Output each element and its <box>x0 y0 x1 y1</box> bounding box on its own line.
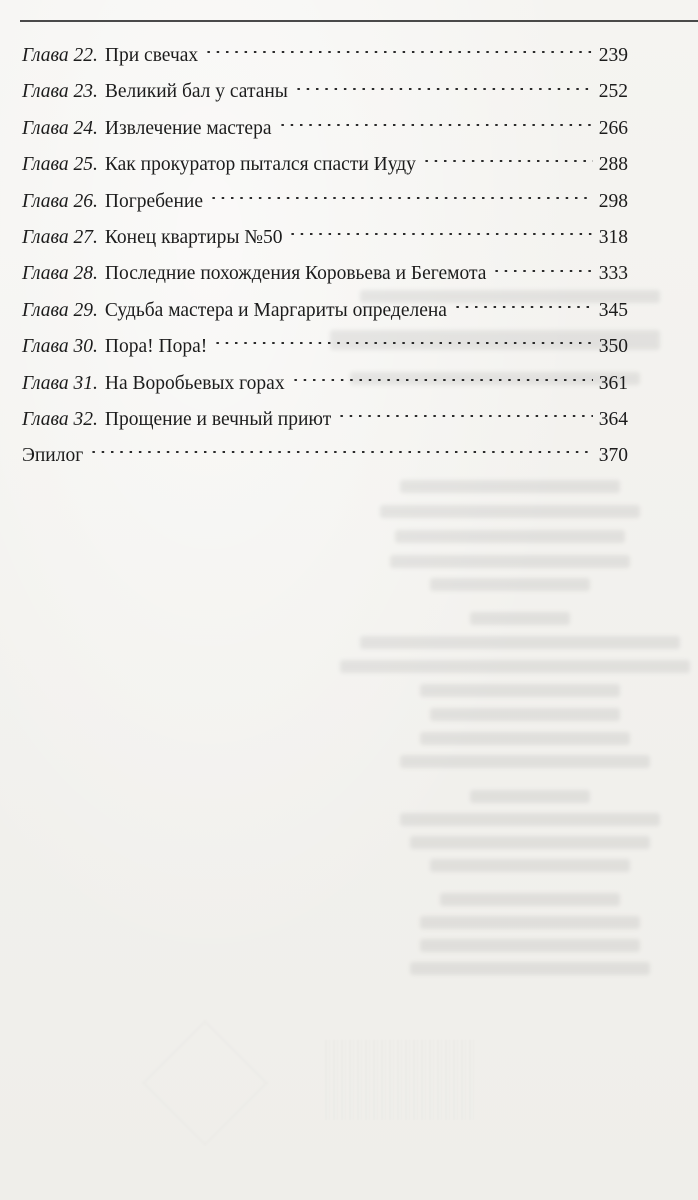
toc-entry <box>22 256 628 292</box>
toc-entry <box>22 111 628 147</box>
chapter-number: Глава 23. <box>22 81 98 103</box>
page-number: 266 <box>598 117 628 139</box>
dot-leader <box>337 415 593 417</box>
toc-entry <box>22 402 628 438</box>
page-number: 361 <box>598 372 628 394</box>
toc-entry <box>22 329 628 365</box>
chapter-number: Глава 29. <box>22 299 98 321</box>
chapter-title: Извлечение мастера <box>104 117 272 139</box>
chapter-title: Пора! Пора! <box>104 336 208 358</box>
page-number: 333 <box>598 263 628 285</box>
chapter-title: Последние похождения Коровьева и Бегемота <box>104 263 487 285</box>
page-number: 239 <box>598 45 628 66</box>
chapter-title: Судьба мастера и Маргариты определена <box>104 299 447 321</box>
page-number: 364 <box>598 408 628 430</box>
page-number: 345 <box>598 299 628 321</box>
dot-leader <box>453 306 593 308</box>
chapter-number: Глава 22. <box>22 45 98 66</box>
page-number: 370 <box>598 445 628 467</box>
dot-leader <box>492 270 592 272</box>
dot-leader <box>291 379 593 381</box>
dot-leader <box>294 88 593 90</box>
toc-entry <box>22 220 628 256</box>
page-number: 288 <box>598 154 628 176</box>
dot-leader <box>278 124 593 126</box>
dot-leader <box>89 451 593 453</box>
table-of-contents <box>22 38 628 475</box>
chapter-title: Великий бал у сатаны <box>104 81 288 103</box>
dot-leader <box>422 160 593 162</box>
chapter-number: Глава 26. <box>22 190 98 212</box>
chapter-title: Как прокуратор пытался спасти Иуду <box>104 154 416 176</box>
page-number: 350 <box>598 336 628 358</box>
chapter-number: Глава 28. <box>22 263 98 285</box>
chapter-title: Погребение <box>104 190 203 212</box>
page-number: 252 <box>598 81 628 103</box>
chapter-number: Глава 25. <box>22 154 98 176</box>
chapter-number: Глава 31. <box>22 372 98 394</box>
page-number: 318 <box>598 226 628 248</box>
chapter-number: Глава 27. <box>22 226 98 248</box>
page-number: 298 <box>598 190 628 212</box>
age-rating-imprint <box>141 1019 268 1146</box>
dot-leader <box>213 342 593 344</box>
chapter-title: Эпилог <box>22 445 84 467</box>
dot-leader <box>204 51 593 53</box>
toc-entry <box>22 293 628 329</box>
chapter-title: Прощение и вечный приют <box>104 408 332 430</box>
chapter-number: Глава 24. <box>22 117 98 139</box>
toc-entry <box>22 74 628 110</box>
toc-entry <box>22 184 628 220</box>
toc-entry <box>22 38 628 74</box>
chapter-number: Глава 30. <box>22 336 98 358</box>
dot-leader <box>209 197 593 199</box>
chapter-title: Конец квартиры №50 <box>104 226 283 248</box>
toc-entry <box>22 147 628 183</box>
chapter-title: При свечах <box>104 45 199 66</box>
chapter-number: Глава 32. <box>22 408 98 430</box>
top-rule <box>20 20 698 22</box>
barcode-imprint <box>325 1040 475 1120</box>
chapter-title: На Воробьевых горах <box>104 372 285 394</box>
toc-entry <box>22 366 628 402</box>
dot-leader <box>288 233 592 235</box>
toc-entry-epilogue <box>22 438 628 474</box>
